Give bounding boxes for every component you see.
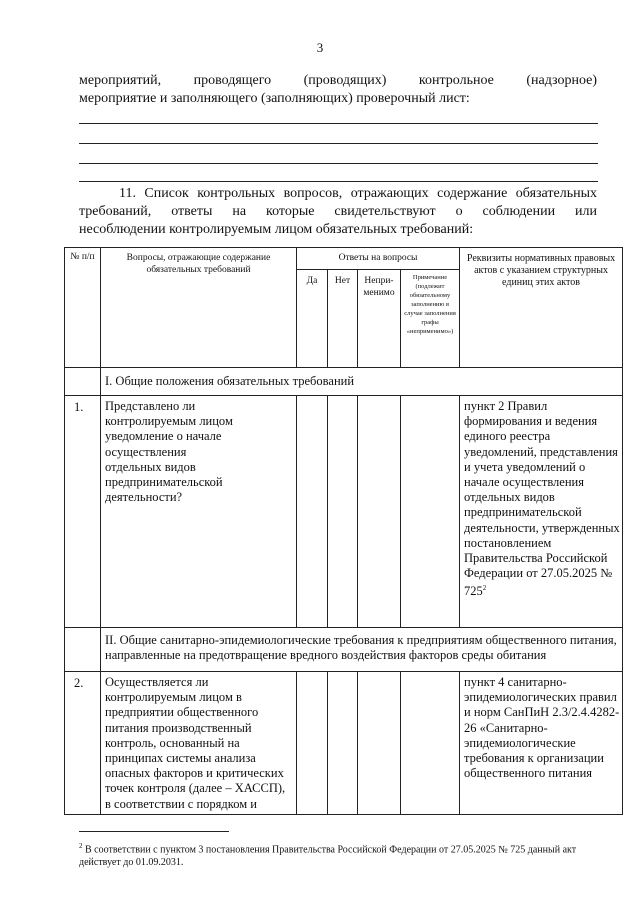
blank-line-4 bbox=[79, 181, 598, 182]
intro-line-2: мероприятие и заполняющего (заполняющих) проверочный лист: bbox=[79, 91, 470, 106]
footnote-mark: 2 bbox=[79, 842, 83, 850]
section-2-num-cell bbox=[65, 628, 101, 672]
row-2-requisites: пункт 4 санитарно-эпидемиологических правил и норм СанПиН 2.3/2.4.4282-26 «Санитарно-эпидемиологические требования к организации общественного питания bbox=[460, 672, 623, 815]
row-2-yes[interactable] bbox=[297, 672, 328, 815]
section-11-line-3: несоблюдении контролируемым лицом обязательных требований: bbox=[79, 222, 474, 237]
header-questions: Вопросы, отражающие содержание обязательных требований bbox=[101, 248, 297, 368]
footnote-separator bbox=[79, 831, 229, 832]
footnote-text: В соответствии с пунктом 3 постановления Правительства Российской Федерации от 27.05.2025 № 725 данный акт действует до 01.09.2031. bbox=[79, 844, 577, 869]
checklist-table bbox=[64, 247, 623, 815]
row-1-no[interactable] bbox=[328, 396, 358, 628]
blank-line-1 bbox=[79, 123, 598, 124]
section-11-line-2: требований, ответы на которые свидетельствуют о соблюдении или bbox=[79, 204, 597, 219]
row-2-not-applicable[interactable] bbox=[358, 672, 401, 815]
section-1-heading: I. Общие положения обязательных требований bbox=[101, 368, 623, 396]
blank-line-2 bbox=[79, 143, 598, 144]
row-1-note[interactable] bbox=[401, 396, 460, 628]
section-11-paragraph bbox=[79, 185, 597, 239]
header-yes: Да bbox=[297, 270, 328, 368]
page-number: 3 bbox=[316, 40, 324, 55]
header-requisites: Реквизиты нормативных правовых актов с указанием структурных единиц этих актов bbox=[460, 248, 623, 368]
header-note: Примечание (подлежит обязательному заполнению в случае заполнения графы «неприменимо») bbox=[401, 270, 460, 368]
row-1-num: 1. bbox=[65, 396, 101, 628]
row-2-question: Осуществляется ли контролируемым лицом в предприятии общественного питания производственный контроль, основанный на принципах системы анализа опасных факторов и критических точек контроля (далее – ХАССП), в соответствии с порядком и bbox=[101, 672, 297, 815]
row-1-question: Представлено ли контролируемым лицом уведомление о начале осуществления отдельных видов предпринимательской деятельности? bbox=[101, 396, 297, 628]
blank-line-3 bbox=[79, 163, 598, 164]
footnote bbox=[79, 840, 599, 869]
section-11-line-1: 11. Список контрольных вопросов, отражающих содержание обязательных bbox=[119, 186, 597, 201]
row-2-no[interactable] bbox=[328, 672, 358, 815]
row-1-requisites: пункт 2 Правил формирования и ведения единого реестра уведомлений, представления и учета уведомлений о начале осуществления отдельных видов предпринимательской деятельности, утвержденных постановлением Правительства Российской Федерации от 27.05.2025 № $725^2$ bbox=[460, 396, 623, 628]
header-num: № п/п bbox=[65, 248, 101, 368]
footnote-ref: 2 bbox=[482, 584, 487, 593]
row-2-num: 2. bbox=[65, 672, 101, 815]
intro-paragraph bbox=[79, 72, 597, 108]
row-2-note[interactable] bbox=[401, 672, 460, 815]
section-2-heading: II. Общие санитарно-эпидемиологические требования к предприятиям общественного питания, направленные на предотвращение вредного воздействия факторов среды обитания bbox=[101, 628, 623, 672]
header-no: Нет bbox=[328, 270, 358, 368]
section-1-num-cell bbox=[65, 368, 101, 396]
intro-line-1: мероприятий, проводящего (проводящих) контрольное (надзорное) bbox=[79, 73, 597, 88]
header-answers: Ответы на вопросы bbox=[297, 248, 460, 270]
header-not-applicable: Непри-менимо bbox=[358, 270, 401, 368]
row-1-not-applicable[interactable] bbox=[358, 396, 401, 628]
row-1-yes[interactable] bbox=[297, 396, 328, 628]
